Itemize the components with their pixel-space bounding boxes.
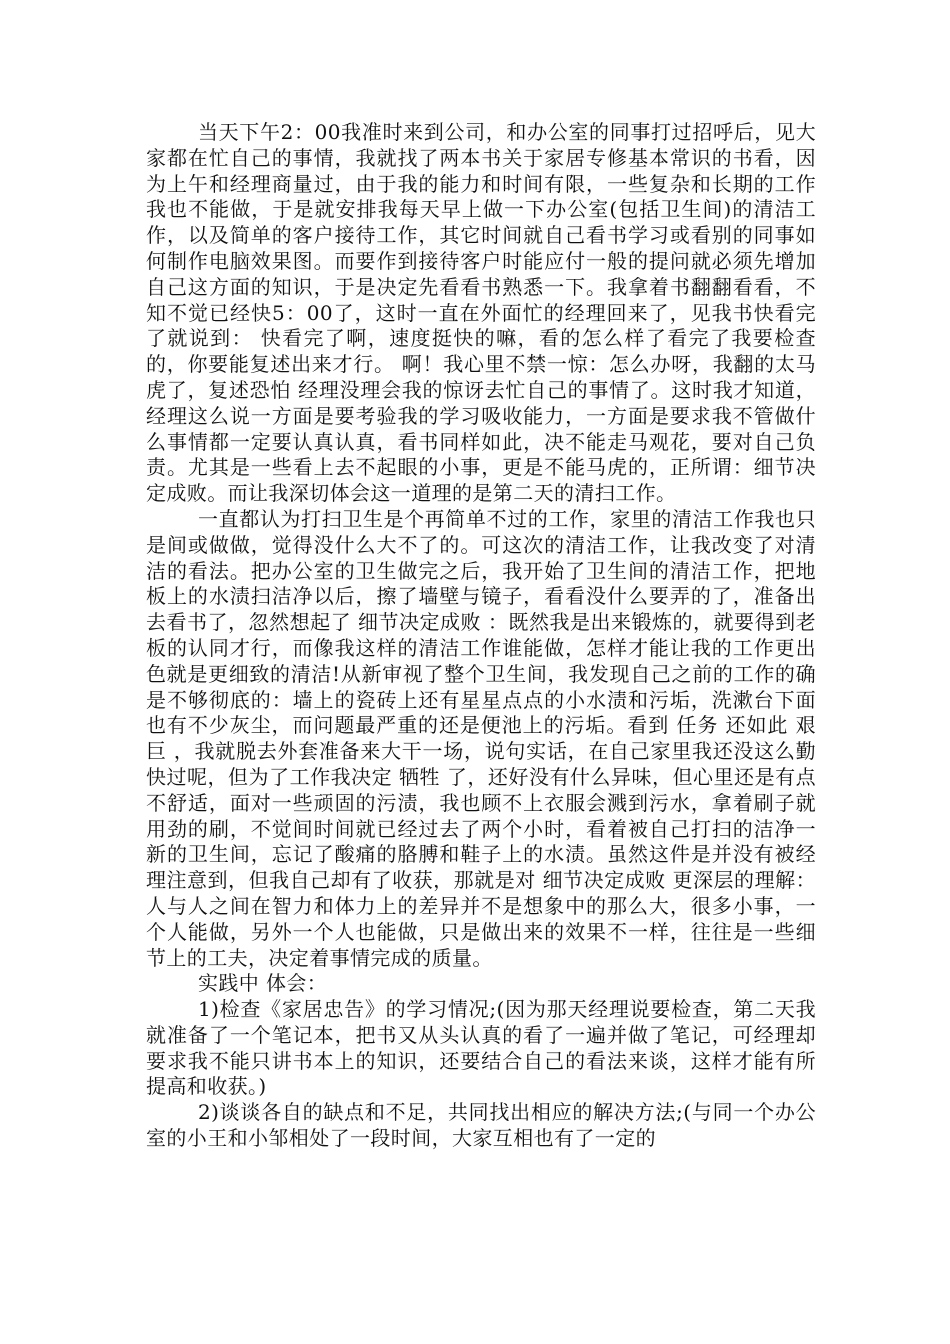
paragraph-item-2: 2)谈谈各自的缺点和不足，共同找出相应的解决方法;(与同一个办公室的小王和小邹相处了一段时间，大家互相也有了一定的 bbox=[146, 1100, 816, 1151]
paragraph-item-1: 1)检查《家居忠告》的学习情况;(因为那天经理说要检查，第二天我就准备了一个笔记本，把书又从头认真的看了一遍并做了笔记，可经理却要求我不能只讲书本上的知识，还要结合自己的看法来谈，这样才能有所提高和收获。) bbox=[146, 997, 816, 1099]
paragraph-afternoon-reading: 当天下午2：00我准时来到公司，和办公室的同事打过招呼后，见大家都在忙自己的事情，我就找了两本书关于家居专修基本常识的书看，因为上午和经理商量过，由于我的能力和时间有限，一些复杂和长期的工作我也不能做，于是就安排我每天早上做一下办公室(包括卫生间)的清洁工作，以及简单的客户接待工作，其它时间就自己看书学习或看别的同事如何制作电脑效果图。而要作到接待客户时能应付一般的提问就必须先增加自己这方面的知识，于是决定先看看书熟悉一下。我拿着书翻翻看看，不知不觉已经快5：00了，这时一直在外面忙的经理回来了，见我书快看完了就说到： 快看完了啊，速度挺快的嘛，看的怎么样了看完了我要检查的，你要能复述出来才行。 啊！我心里不禁一惊：怎么办呀，我翻的太马虎了，复述恐怕 经理没理会我的惊讶去忙自己的事情了。这时我才知道，经理这么说一方面是要考验我的学习吸收能力，一方面是要求我不管做什么事情都一定要认真认真，看书同样如此，决不能走马观花，要对自己负责。尤其是一些看上去不起眼的小事，更是不能马虎的，正所谓：细节决定成败。而让我深切体会这一道理的是第二天的清扫工作。 bbox=[146, 120, 816, 506]
document-body bbox=[146, 120, 816, 1152]
paragraph-practice-heading: 实践中 体会： bbox=[198, 971, 328, 996]
paragraph-cleaning-work: 一直都认为打扫卫生是个再简单不过的工作，家里的清洁工作我也只是间或做做，觉得没什么大不了的。可这次的清洁工作，让我改变了对清洁的看法。把办公室的卫生做完之后，我开始了卫生间的清洁工作，把地板上的水渍扫洁净以后，擦了墙壁与镜子，看看没什么要弄的了，准备出去看书了，忽然想起了 细节决定成败 ：既然我是出来锻炼的，就要得到老板的认同才行，而像我这样的清洁工作谁能做，怎样才能让我的工作更出色就是更细致的清洁!从新审视了整个卫生间，我发现自己之前的工作的确是不够彻底的：墙上的瓷砖上还有星星点点的小水渍和污垢，洗漱台下面也有不少灰尘，而问题最严重的还是便池上的污垢。看到 任务 还如此 艰巨 ，我就脱去外套准备来大干一场，说句实话，在自己家里我还没这么勤快过呢，但为了工作我决定 牺牲 了，还好没有什么异味，但心里还是有点不舒适，面对一些顽固的污渍，我也顾不上衣服会溅到污水，拿着刷子就用劲的刷，不觉间时间就已经过去了两个小时，看着被自己打扫的洁净一新的卫生间，忘记了酸痛的胳膊和鞋子上的水渍。虽然这件是并没有被经理注意到，但我自己却有了收获，那就是对 细节决定成败 更深层的理解：人与人之间在智力和体力上的差异并不是想象中的那么大，很多小事，一个人能做，另外一个人也能做，只是做出来的效果不一样，往往是一些细节上的工夫，决定着事情完成的质量。 bbox=[146, 506, 816, 970]
